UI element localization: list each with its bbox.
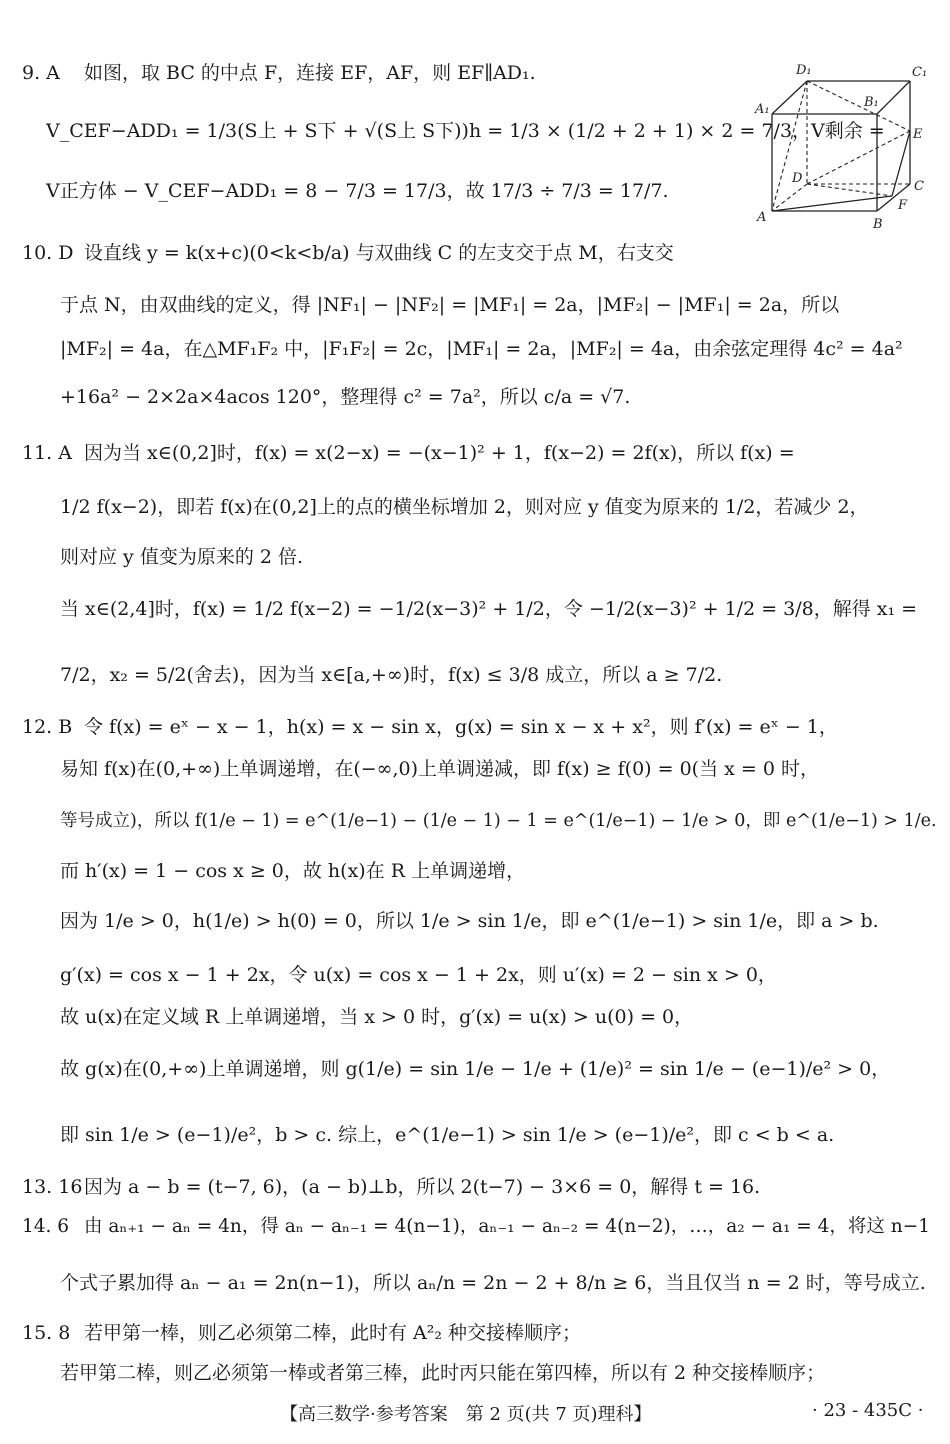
problem-12-line-6: g′(x) = cos x − 1 + 2x，令 u(x) = cos x − 1 + 2x，则 u′(x) = 2 − sin x > 0， bbox=[60, 964, 777, 986]
cube-diagram bbox=[752, 56, 937, 236]
label-C1: C₁ bbox=[912, 65, 928, 80]
cube-figure bbox=[752, 56, 937, 236]
label-F: F bbox=[898, 198, 908, 213]
problem-10-line-2: 于点 N，由双曲线的定义，得 |NF₁| − |NF₂| = |MF₁| = 2a，|MF₂| − |MF₁| = 2a，所以 bbox=[60, 294, 840, 316]
page-footer: 【高三数学·参考答案 第 2 页(共 7 页)理科】 bbox=[280, 1404, 652, 1425]
problem-11-line-2: 1/2 f(x−2)，即若 f(x)在(0,2]上的点的横坐标增加 2，则对应 y 值变为原来的 1/2，若减少 2， bbox=[60, 496, 869, 518]
problem-11-line-1 bbox=[22, 438, 795, 468]
problem-number: 15. 8 bbox=[22, 1322, 71, 1344]
problem-15-line-2: 若甲第二棒，则乙必须第一棒或者第三棒，此时丙只能在第四棒，所以有 2 种交接棒顺序； bbox=[60, 1362, 826, 1384]
problem-text: 若甲第一棒，则乙必须第二棒，此时有 A²₂ 种交接棒顺序； bbox=[84, 1322, 582, 1344]
problem-number: 14. 6 bbox=[22, 1216, 70, 1237]
problem-9-line-1 bbox=[22, 58, 536, 88]
problem-text: 设直线 y = k(x+c)(0<k<b/a) 与双曲线 C 的左支交于点 M，右支交 bbox=[84, 242, 674, 264]
problem-10-line-1 bbox=[22, 238, 674, 268]
problem-9-line-3: V正方体 − V_CEF−ADD₁ = 8 − 7/3 = 17/3，故 17/3 ÷ 7/3 = 17/7. bbox=[46, 180, 669, 202]
problem-text: 因为当 x∈(0,2]时，f(x) = x(2−x) = −(x−1)² + 1，f(x−2) = 2f(x)，所以 f(x) = bbox=[84, 442, 795, 464]
problem-12-line-1 bbox=[22, 712, 838, 742]
problem-number: 13. 16 bbox=[22, 1176, 83, 1198]
problem-10-line-3: |MF₂| = 4a，在△MF₁F₂ 中，|F₁F₂| = 2c，|MF₁| = 2a，|MF₂| = 4a，由余弦定理得 4c² = 4a² bbox=[60, 338, 903, 360]
problem-12-line-3: 等号成立)，所以 f(1/e − 1) = e^(1/e−1) − (1/e − 1) − 1 = e^(1/e−1) − 1/e > 0，即 e^(1/e−1) > 1/e. bbox=[60, 811, 937, 831]
problem-12-line-8: 故 g(x)在(0,+∞)上单调递增，则 g(1/e) = sin 1/e − 1/e + (1/e)² = sin 1/e − (e−1)/e² > 0， bbox=[60, 1058, 891, 1080]
problem-text: 因为 a − b = (t−7, 6)，(a − b)⊥b，所以 2(t−7) − 3×6 = 0，解得 t = 16. bbox=[84, 1176, 761, 1198]
problem-12-line-9: 即 sin 1/e > (e−1)/e²，b > c. 综上，e^(1/e−1) > sin 1/e > (e−1)/e²，即 c < b < a. bbox=[60, 1124, 835, 1146]
problem-number: 11. A bbox=[22, 442, 72, 464]
problem-10-line-4: +16a² − 2×2a×4acos 120°，整理得 c² = 7a²，所以 c/a = √7. bbox=[60, 386, 631, 408]
problem-15-line-1 bbox=[22, 1318, 581, 1348]
problem-12-line-2: 易知 f(x)在(0,+∞)上单调递增，在(−∞,0)上单调递减，即 f(x) ≥ f(0) = 0(当 x = 0 时， bbox=[60, 758, 819, 780]
problem-number: 9. A bbox=[22, 62, 60, 84]
problem-9-line-2: V_CEF−ADD₁ = 1/3(S上 + S下 + √(S上 S下))h = 1/3 × (1/2 + 2 + 1) × 2 = 7/3，V剩余 = bbox=[46, 120, 885, 142]
problem-12-line-7: 故 u(x)在定义域 R 上单调递增，当 x > 0 时，g′(x) = u(x) > u(0) = 0， bbox=[60, 1006, 694, 1028]
problem-13-line-1 bbox=[22, 1172, 760, 1202]
problem-12-line-5: 因为 1/e > 0，h(1/e) > h(0) = 0，所以 1/e > sin 1/e，即 e^(1/e−1) > sin 1/e，即 a > b. bbox=[60, 910, 879, 932]
problem-text: 令 f(x) = eˣ − x − 1，h(x) = x − sin x，g(x) = sin x − x + x²，则 f′(x) = eˣ − 1， bbox=[84, 716, 838, 738]
problem-14-line-2: 个式子累加得 aₙ − a₁ = 2n(n−1)，所以 aₙ/n = 2n − 2 + 8/n ≥ 6，当且仅当 n = 2 时，等号成立. bbox=[60, 1272, 926, 1294]
label-B1: B₁ bbox=[864, 95, 879, 110]
problem-11-line-4: 当 x∈(2,4]时，f(x) = 1/2 f(x−2) = −1/2(x−3)² + 1/2，令 −1/2(x−3)² + 1/2 = 3/8，解得 x₁ = bbox=[60, 598, 918, 620]
problem-number: 10. D bbox=[22, 242, 74, 264]
problem-11-line-3: 则对应 y 值变为原来的 2 倍. bbox=[60, 546, 304, 568]
problem-12-line-4: 而 h′(x) = 1 − cos x ≥ 0，故 h(x)在 R 上单调递增， bbox=[60, 860, 526, 882]
problem-text: 如图，取 BC 的中点 F，连接 EF，AF，则 EF∥AD₁. bbox=[84, 62, 536, 84]
label-B: B bbox=[873, 217, 883, 232]
label-C: C bbox=[914, 179, 924, 194]
label-A1: A₁ bbox=[755, 102, 770, 117]
label-A: A bbox=[757, 210, 767, 225]
problem-text: 由 aₙ₊₁ − aₙ = 4n，得 aₙ − aₙ₋₁ = 4(n−1)，aₙ₋₁ − aₙ₋₂ = 4(n−2)，…，a₂ − a₁ = 4，将这 n−1 bbox=[84, 1216, 930, 1237]
problem-14-line-1 bbox=[22, 1212, 930, 1242]
label-D: D bbox=[792, 171, 803, 186]
page-code: · 23 - 435C · bbox=[812, 1400, 924, 1421]
problem-11-line-5: 7/2，x₂ = 5/2(舍去)，因为当 x∈[a,+∞)时，f(x) ≤ 3/8 成立，所以 a ≥ 7/2. bbox=[60, 664, 723, 686]
label-D1: D₁ bbox=[796, 63, 812, 78]
label-E: E bbox=[913, 127, 923, 142]
problem-number: 12. B bbox=[22, 716, 73, 738]
